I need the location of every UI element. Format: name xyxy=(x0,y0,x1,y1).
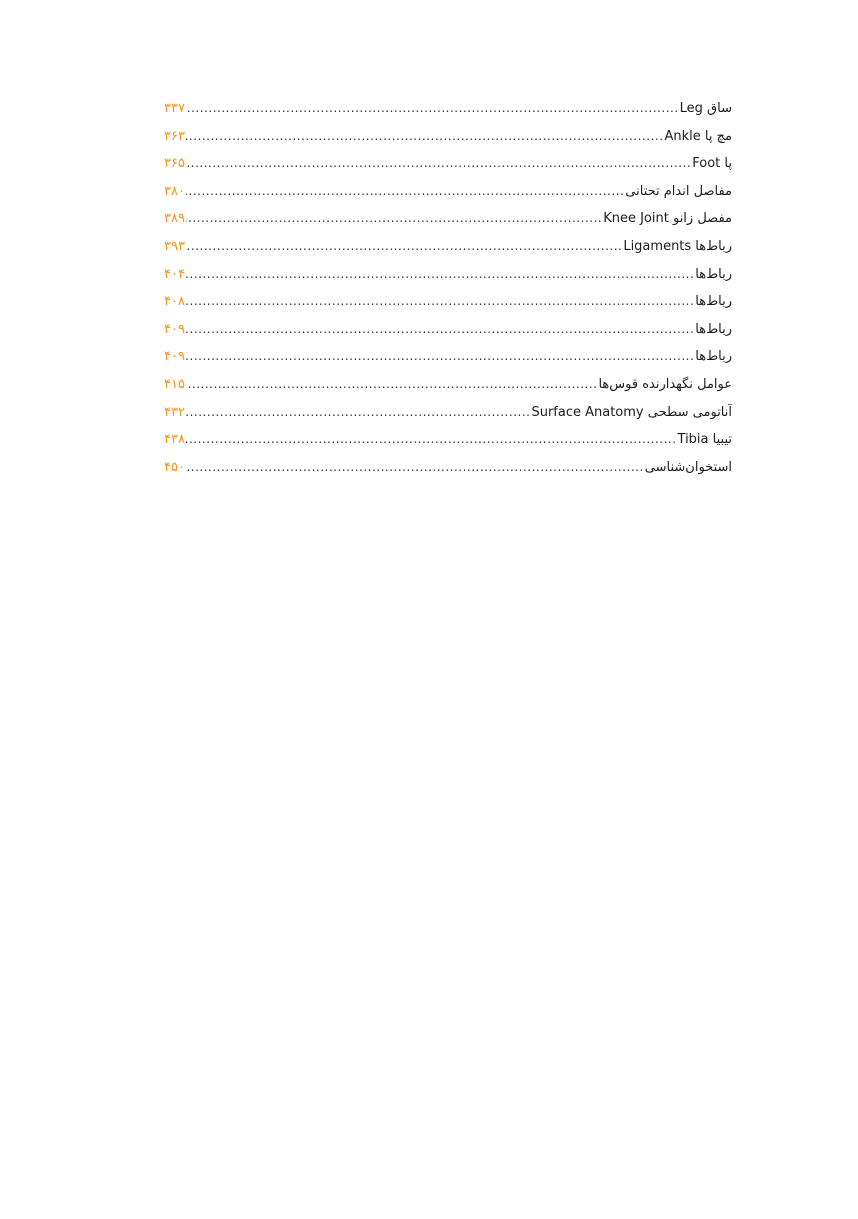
toc-entry-lower-limb-joints[interactable] xyxy=(164,184,732,212)
toc-entry-title: پا Foot xyxy=(692,156,732,172)
toc-entry-ligaments-2[interactable] xyxy=(164,267,732,295)
dot-leader xyxy=(186,460,644,474)
toc-entry-title: رباط‌ها xyxy=(695,266,732,282)
dot-leader xyxy=(186,432,677,446)
toc-page-number: ۴۵۰ xyxy=(164,459,185,475)
dot-leader xyxy=(186,156,691,170)
dot-leader xyxy=(186,129,664,143)
toc-entry-title: مچ پا Ankle xyxy=(664,128,732,144)
toc-page-number: ۴۰۸ xyxy=(164,294,185,310)
toc-entry-ligaments-5[interactable] xyxy=(164,349,732,377)
dot-leader xyxy=(186,211,602,225)
dot-leader xyxy=(186,405,531,419)
toc-entry-title: رباط‌ها xyxy=(695,321,732,337)
toc-entry-title: رباط‌ها Ligaments xyxy=(623,238,732,254)
toc-entry-osteology[interactable] xyxy=(164,460,732,488)
dot-leader xyxy=(186,349,694,363)
dot-leader xyxy=(186,101,679,115)
dot-leader xyxy=(186,184,624,198)
toc-entry-title: عوامل نگهدارنده قوس‌ها xyxy=(598,376,732,392)
toc-entry-ankle[interactable] xyxy=(164,129,732,157)
toc-entry-surface-anatomy[interactable] xyxy=(164,405,732,433)
toc-page-number: ۳۶۳ xyxy=(164,128,185,144)
toc-page-number: ۳۳۷ xyxy=(164,101,185,116)
dot-leader xyxy=(186,267,694,281)
dot-leader xyxy=(186,294,694,308)
toc-entry-tibia[interactable] xyxy=(164,432,732,460)
toc-entry-title: آناتومی سطحی Surface Anatomy xyxy=(531,404,732,420)
dot-leader xyxy=(186,377,598,391)
toc-entry-ligaments[interactable] xyxy=(164,239,732,267)
toc-page-number: ۴۰۴ xyxy=(164,266,185,282)
toc-entry-ligaments-3[interactable] xyxy=(164,294,732,322)
toc-page-number: ۴۳۲ xyxy=(164,404,185,420)
toc-entry-title: تیبیا Tibia xyxy=(677,432,732,448)
toc-page-number: ۳۶۵ xyxy=(164,156,185,172)
toc-entry-title: استخوان‌شناسی xyxy=(644,459,732,475)
table-of-contents xyxy=(164,101,732,487)
toc-page-number: ۳۹۳ xyxy=(164,238,185,254)
toc-entry-ligaments-4[interactable] xyxy=(164,322,732,350)
dot-leader xyxy=(186,239,622,253)
toc-entry-title: رباط‌ها xyxy=(695,349,732,365)
dot-leader xyxy=(186,322,694,336)
toc-page-number: ۳۸۰ xyxy=(164,183,185,199)
toc-page-number: ۴۳۸ xyxy=(164,432,185,448)
toc-page-number: ۴۰۹ xyxy=(164,321,185,337)
toc-page-number: ۴۱۵ xyxy=(164,376,185,392)
toc-entry-arch-supports[interactable] xyxy=(164,377,732,405)
toc-page-number: ۴۰۹ xyxy=(164,349,185,365)
toc-entry-knee-joint[interactable] xyxy=(164,211,732,239)
toc-entry-leg[interactable] xyxy=(164,101,732,129)
toc-entry-title: مفاصل اندام تحتانی xyxy=(625,183,732,199)
toc-entry-foot[interactable] xyxy=(164,156,732,184)
toc-entry-title: مفصل زانو Knee Joint xyxy=(603,211,732,227)
toc-entry-title: رباط‌ها xyxy=(695,294,732,310)
toc-page-number: ۳۸۹ xyxy=(164,211,185,227)
toc-entry-title: ساق Leg xyxy=(679,101,732,116)
